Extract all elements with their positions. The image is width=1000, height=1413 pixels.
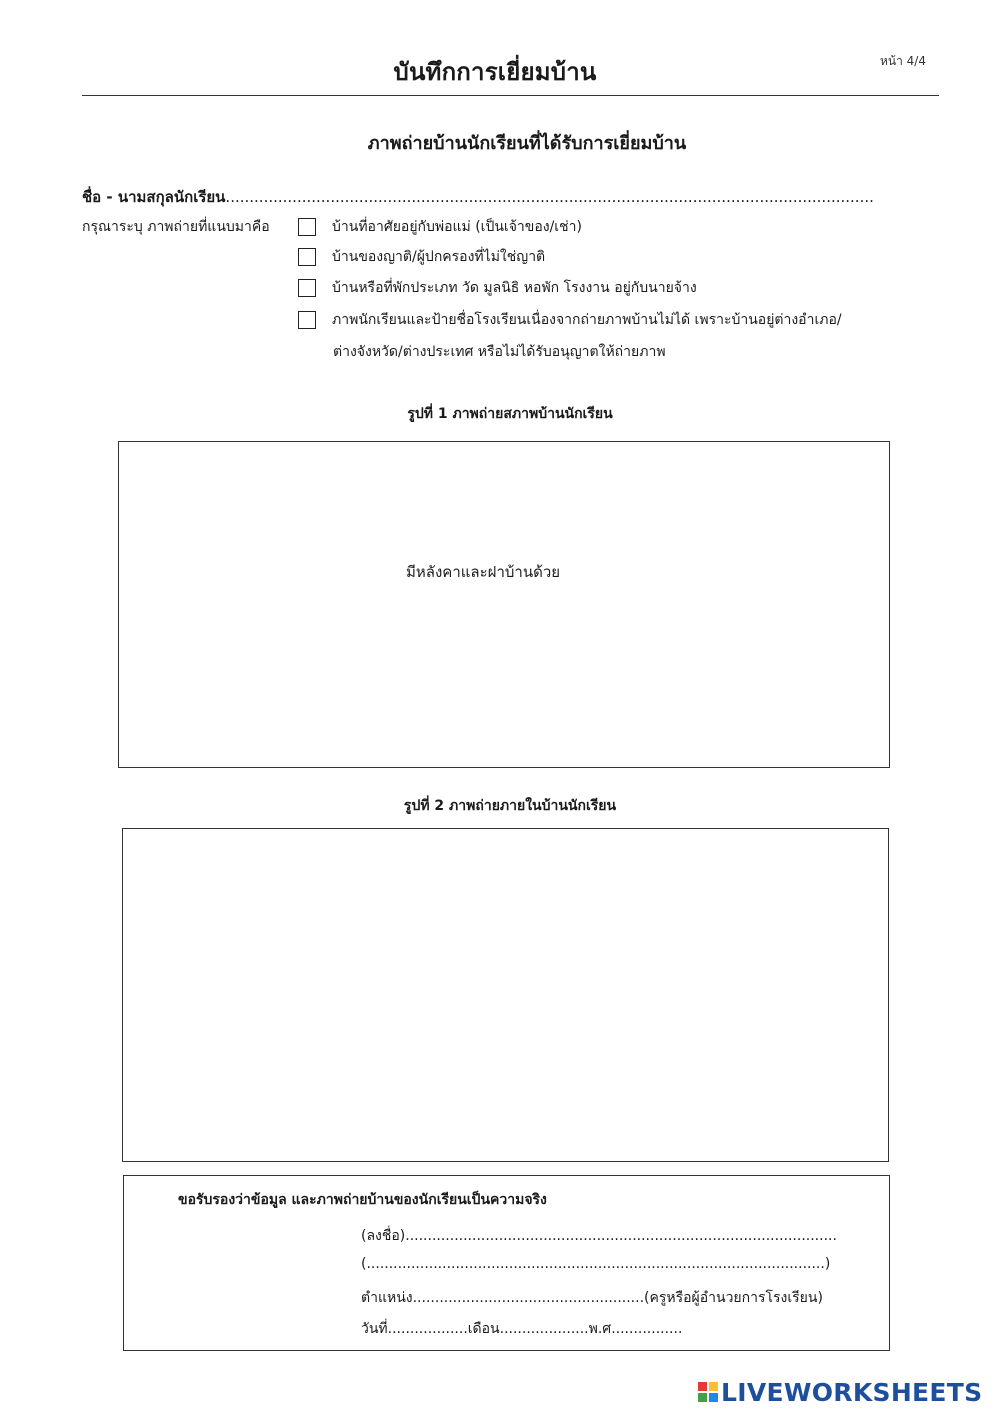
photo1-note: มีหลังคาและฝาบ้านด้วย [406, 563, 561, 581]
option-checkbox[interactable] [298, 311, 316, 329]
option-checkbox[interactable] [298, 248, 316, 266]
option-institution-home [298, 277, 697, 307]
header-divider [82, 95, 939, 96]
date-line[interactable]: วันที่..................เดือน....................พ.ศ................ [361, 1321, 683, 1337]
logo-icon [698, 1382, 718, 1402]
position-line[interactable]: ตำแหน่ง....................................................(ครูหรือผู้อำนวยการโรงเรียน) [361, 1290, 823, 1306]
option-label-continued: ต่างจังหวัด/ต่างประเทศ หรือไม่ได้รับอนุญาตให้ถ่ายภาพ [333, 344, 666, 360]
student-name-label: ชื่อ - นามสกุลนักเรียน [82, 188, 226, 206]
option-label: ภาพนักเรียนและป้ายชื่อโรงเรียนเนื่องจากถ่ายภาพบ้านไม่ได้ เพราะบ้านอยู่ต่างอำเภอ/ [332, 312, 842, 328]
option-parents-home [298, 216, 582, 246]
certification-statement: ขอรับรองว่าข้อมูล และภาพถ่ายบ้านของนักเรียนเป็นความจริง [178, 1192, 547, 1208]
option-checkbox[interactable] [298, 218, 316, 236]
option-checkbox[interactable] [298, 279, 316, 297]
photo2-caption: รูปที่ 2 ภาพถ่ายภายในบ้านนักเรียน [403, 798, 617, 814]
photo1-caption: รูปที่ 1 ภาพถ่ายสภาพบ้านนักเรียน [407, 406, 613, 422]
liveworksheets-logo[interactable] [698, 1376, 982, 1408]
photo2-box[interactable] [122, 828, 889, 1162]
form-subtitle: ภาพถ่ายบ้านนักเรียนที่ได้รับการเยี่ยมบ้าน [367, 133, 687, 154]
signature-line[interactable]: (ลงชื่อ)................................................................................................. [361, 1228, 837, 1244]
student-name-row [82, 185, 874, 209]
option-student-photo [298, 309, 842, 339]
page-number: หน้า 4/4 [880, 54, 926, 68]
photo1-box[interactable] [118, 441, 890, 768]
printed-name-line[interactable]: (.......................................................................................................) [361, 1256, 831, 1272]
option-relatives-home [298, 246, 545, 276]
option-label: บ้านของญาติ/ผู้ปกครองที่ไม่ใช่ญาติ [332, 249, 546, 265]
photo-type-instruction: กรุณาระบุ ภาพถ่ายที่แนบมาคือ [82, 219, 270, 235]
logo-text: LIVEWORKSHEETS [721, 1377, 983, 1407]
student-name-field[interactable]: ........................................................................................................................................ [225, 188, 874, 206]
page-title: บันทึกการเยี่ยมบ้าน [393, 58, 597, 86]
option-label: บ้านที่อาศัยอยู่กับพ่อแม่ (เป็นเจ้าของ/เช่า) [332, 219, 582, 235]
option-label: บ้านหรือที่พักประเภท วัด มูลนิธิ หอพัก โรงงาน อยู่กับนายจ้าง [332, 280, 697, 296]
